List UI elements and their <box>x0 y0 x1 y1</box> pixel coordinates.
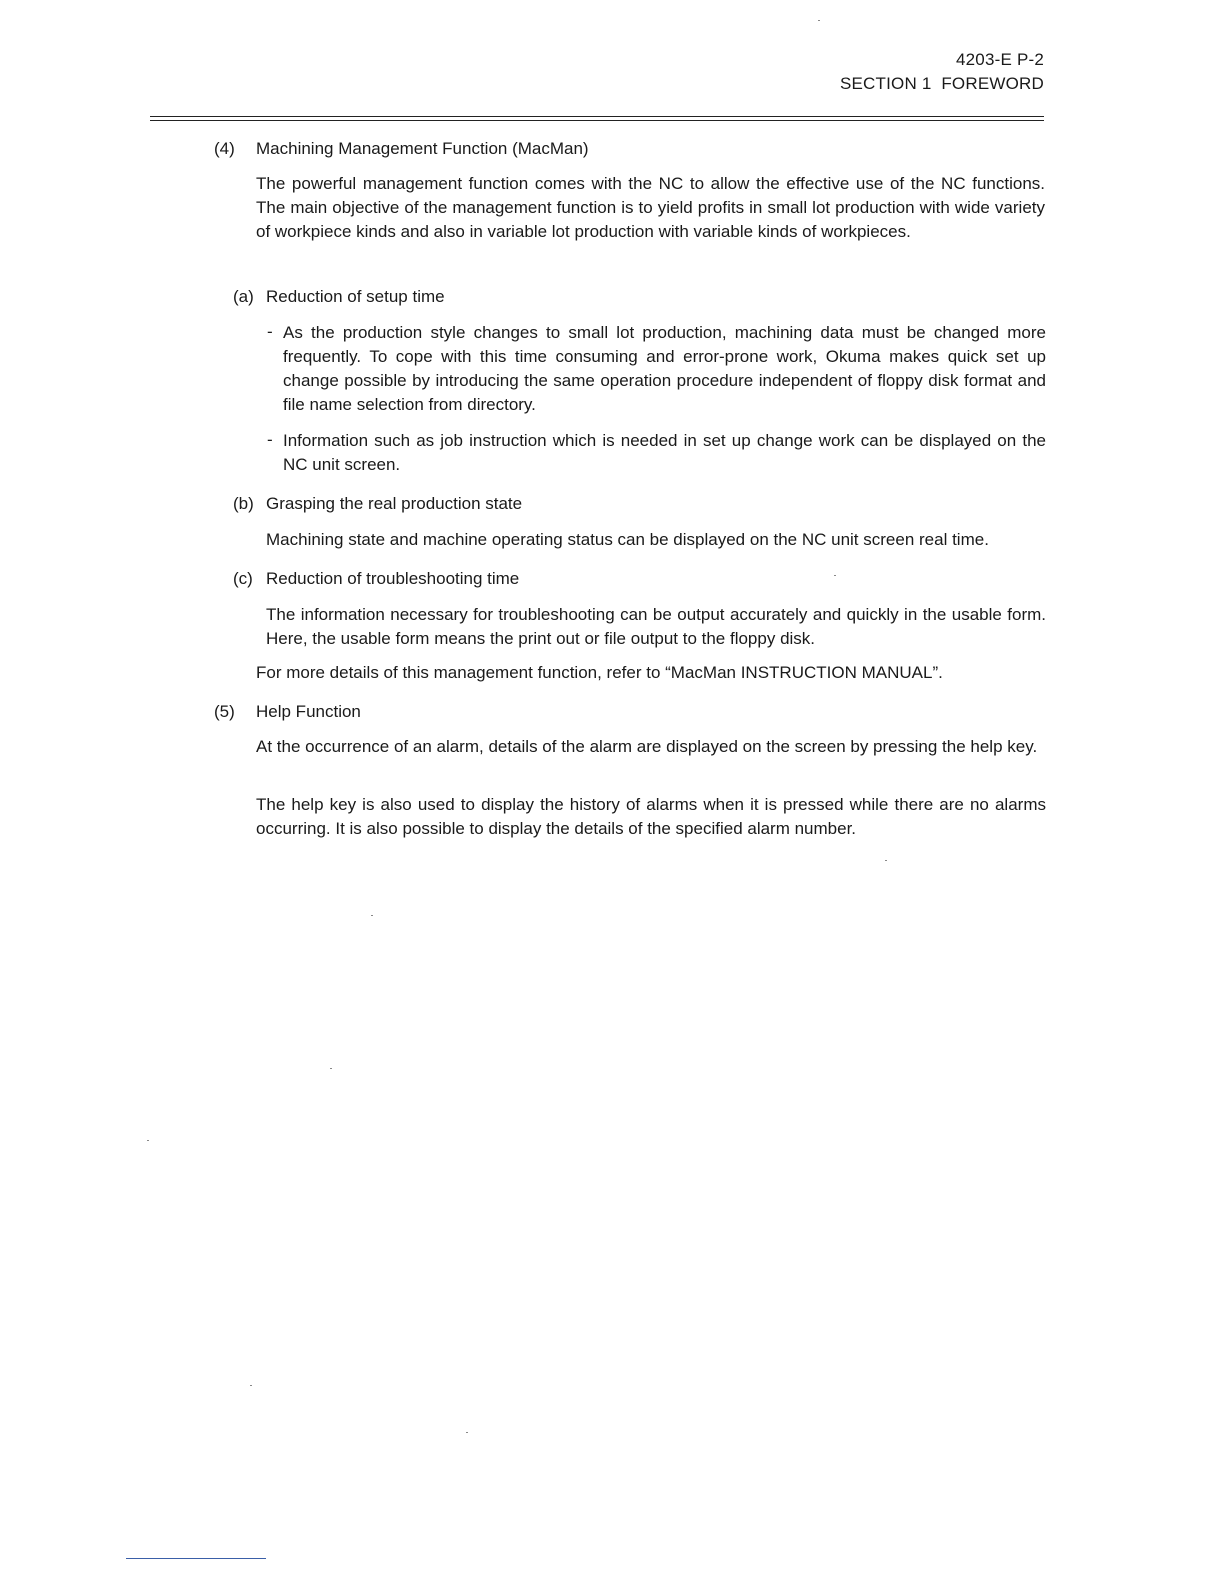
scan-speck <box>885 860 887 861</box>
scan-speck <box>147 1140 149 1141</box>
item4-intro: The powerful management function comes with the NC to allow the effective use of the NC functions. The main objective of the management function is to yield profits in small lot production with wide variety of workpiece kinds and also in variable lot production with variable kinds of workpieces. <box>256 174 1045 241</box>
item5-para-2: The help key is also used to display the history of alarms when it is pressed while there are no alarms occurring. It is also possible to display the details of the specified alarm number. <box>256 795 1046 838</box>
bullet-dash: - <box>267 322 273 341</box>
bullet-dash: - <box>267 430 273 449</box>
item4a-bullet-2: Information such as job instruction which is needed in set up change work can be displayed on the NC unit screen. <box>283 431 1046 474</box>
item4b-label: (b) <box>233 494 254 513</box>
scan-speck <box>330 1068 332 1069</box>
scan-speck <box>466 1432 468 1433</box>
item5-title: Help Function <box>256 702 361 721</box>
item4c-text: The information necessary for troubleshooting can be output accurately and quickly in the usable form. Here, the usable form means the print out or file output to the floppy disk. <box>266 605 1046 648</box>
header-rule-double <box>150 120 1044 121</box>
footer-line <box>126 1558 266 1559</box>
header-rule <box>150 116 1044 117</box>
item4a-label: (a) <box>233 287 254 306</box>
item4b-title: Grasping the real production state <box>266 494 523 513</box>
item4a-bullet-1: As the production style changes to small lot production, machining data must be changed more frequently. To cope with this time consuming and error-prone work, Okuma makes quick set up change possible by introducing the same operation procedure independent of floppy disk format and file name selection from directory. <box>283 323 1046 414</box>
section-title: SECTION 1 FOREWORD <box>839 74 1044 93</box>
item4-reference: For more details of this management function, refer to “MacMan INSTRUCTION MANUAL”. <box>256 663 943 682</box>
scan-speck <box>818 20 820 21</box>
scan-speck <box>834 575 836 576</box>
item4c-label: (c) <box>233 569 253 588</box>
item5-number: (5) <box>214 702 235 721</box>
scan-speck <box>250 1385 252 1386</box>
item5-para-1: At the occurrence of an alarm, details of the alarm are displayed on the screen by pressing the help key. <box>256 737 1038 756</box>
item4c-title: Reduction of troubleshooting time <box>266 569 520 588</box>
item4a-title: Reduction of setup time <box>266 287 445 306</box>
item4-number: (4) <box>214 139 235 158</box>
item4b-text: Machining state and machine operating status can be displayed on the NC unit screen real time. <box>266 530 989 549</box>
doc-code: 4203-E P-2 <box>956 50 1044 69</box>
scan-speck <box>371 915 373 916</box>
item4-title: Machining Management Function (MacMan) <box>256 139 589 158</box>
